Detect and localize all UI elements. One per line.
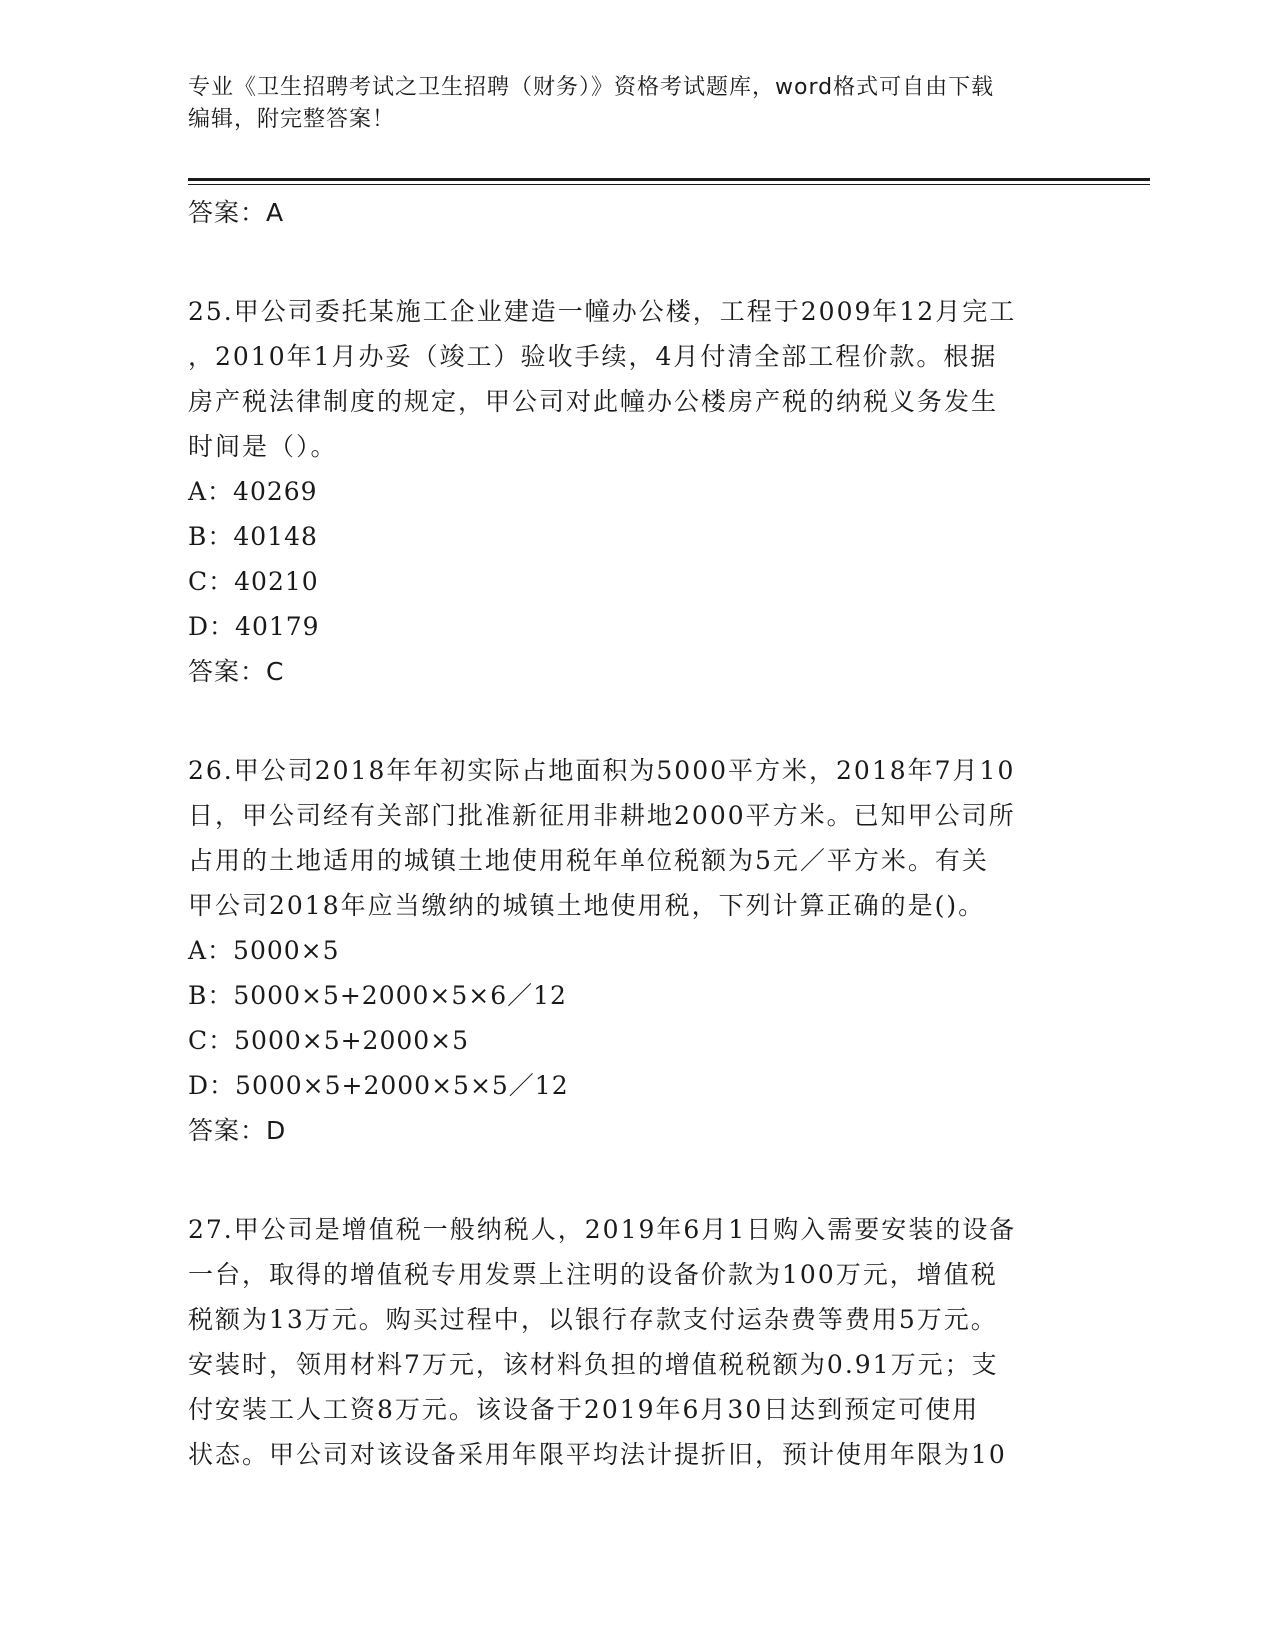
option-d: D：40179 [188, 612, 320, 641]
option-b: B：40148 [188, 522, 318, 551]
answer-line: 答案：D [188, 1116, 287, 1145]
question-text-line: 27.甲公司是增值税一般纳税人，2019年6月1日购入需要安装的设备 [188, 1215, 1017, 1244]
header-line-2: 编辑，附完整答案！ [188, 107, 396, 132]
question-text-line: 25.甲公司委托某施工企业建造一幢办公楼，工程于2009年12月完工 [188, 297, 1017, 326]
question-text-line: 日，甲公司经有关部门批准新征用非耕地2000平方米。已知甲公司所 [188, 801, 1016, 830]
question-text-line: 房产税法律制度的规定，甲公司对此幢办公楼房产税的纳税义务发生 [188, 387, 999, 416]
document-body [188, 190, 1078, 1477]
question-25 [188, 289, 1078, 694]
question-text-line: 税额为13万元。购买过程中，以银行存款支付运杂费等费用5万元。 [188, 1305, 998, 1334]
question-text-line: 状态。甲公司对该设备采用年限平均法计提折旧，预计使用年限为10 [188, 1440, 1007, 1469]
document-header [188, 72, 1108, 136]
option-c: C：5000×5+2000×5 [188, 1026, 470, 1055]
question-text-line: 一台，取得的增值税专用发票上注明的设备价款为100万元，增值税 [188, 1260, 998, 1289]
question-text-line: 甲公司2018年应当缴纳的城镇土地使用税，下列计算正确的是()。 [188, 891, 986, 920]
answer-line: 答案：C [188, 657, 285, 686]
question-text-line: 付安装工人工资8万元。该设备于2019年6月30日达到预定可使用 [188, 1395, 980, 1424]
option-c: C：40210 [188, 567, 319, 596]
question-text-line: 安装时，领用材料7万元，该材料负担的增值税税额为0.91万元；支 [188, 1350, 999, 1379]
option-d: D：5000×5+2000×5×5／12 [188, 1071, 569, 1100]
question-26 [188, 748, 1078, 1153]
question-text-line: 26.甲公司2018年年初实际占地面积为5000平方米，2018年7月10 [188, 756, 1016, 785]
option-b: B：5000×5+2000×5×6／12 [188, 981, 567, 1010]
question-text-line: ，2010年1月办妥（竣工）验收手续，4月付清全部工程价款。根据 [188, 342, 998, 371]
question-text-line: 占用的土地适用的城镇土地使用税年单位税额为5元／平方米。有关 [188, 846, 989, 875]
option-a: A：5000×5 [188, 936, 340, 965]
header-rule-thin [188, 184, 1150, 185]
question-text-line: 时间是（）。 [188, 432, 338, 461]
answer-line: 答案：A [188, 198, 285, 227]
header-rule-thick [188, 178, 1150, 181]
option-a: A：40269 [188, 477, 318, 506]
header-line-1: 专业《卫生招聘考试之卫生招聘（财务）》资格考试题库，word格式可自由下载 [188, 75, 995, 100]
question-27 [188, 1207, 1078, 1477]
